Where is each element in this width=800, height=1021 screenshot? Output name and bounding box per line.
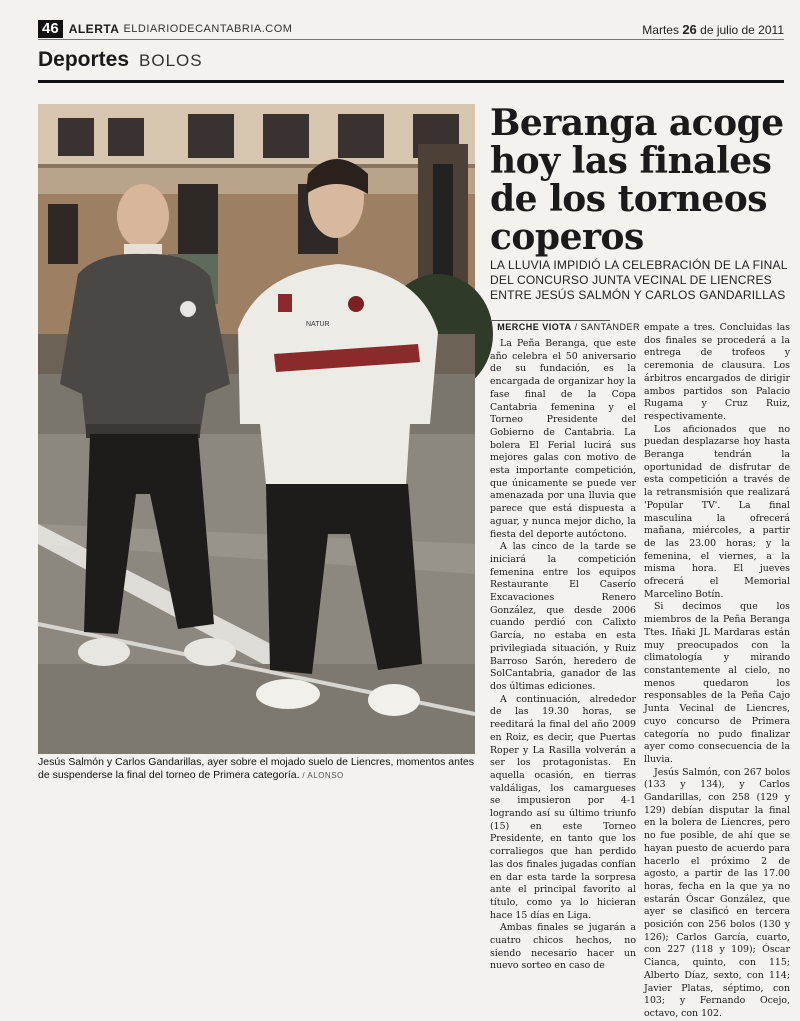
kicker-subsection: BOLOS [139, 51, 203, 70]
article-subheadline: LA LLUVIA IMPIDIÓ LA CELEBRACIÓN DE LA FINAL DEL CONCURSO JUNTA VECINAL DE LIENCRES ENTRE JESÚS SALMÓN Y CARLOS GANDARILLAS [490, 258, 788, 302]
article-headline: Beranga acoge hoy las finales de los torneos coperos [490, 102, 784, 258]
paragraph: Jesús Salmón, con 267 bolos (133 y 134), y Carlos Gandarillas, con 258 (129 y 129) debían disputar la final en la bolera de Liencres, pero no fue posible, de ahí que se hayan puesto de acuerdo para hacerlo el próximo 2 de agosto, a partir de las 17.00 horas, fecha en la que ya no estarán Óscar González, que ayer se clasificó en tercera posición con 256 bolos (130 y 126); Carlos García, cuarto, con 227 (118 y 109); Óscar Cianca, quinto, con 115; Alberto Díaz, sexto, con 114; Javier Platas, séptimo, con 103; y Fernando Ocejo, octavo, con 102. [644, 766, 790, 1019]
article-column-2 [644, 322, 790, 1021]
caption-text: Jesús Salmón y Carlos Gandarillas, ayer sobre el mojado suelo de Liencres, momentos antes de suspenderse la final del torneo de Primera categoría. [38, 756, 474, 781]
byline-place: SANTANDER [580, 322, 640, 332]
shirt-logo: NATUR [306, 321, 330, 328]
byline-author: MERCHE VIOTA [497, 322, 572, 332]
section-kicker [38, 48, 203, 72]
date-day: 26 [682, 21, 697, 37]
photo-credit: / ALONSO [302, 771, 344, 780]
paragraph: Ambas finales se jugarán a cuatro chicos hechos, no siendo necesario hacer un nuevo sorteo en caso de [490, 922, 636, 972]
kicker-section: Deportes [38, 48, 130, 71]
paragraph: A continuación, alrededor de las 19.30 horas, se reeditará la final del año 2009 en Roiz, es decir, que Puertas Roper y La Rasilla volverán a ser los protagonistas. En aquella ocasión, en tierras valdáligas, los camargueses se impusieron por 4-1 logrando así su último triunfo (15) en este Torneo Presidente, en tanto que los corraliegos que han perdido las dos finales jugadas confían en dar esta tarde la sorpresa ante el principal favorito al título, como ya lo hicieran hace 15 días en Liga. [490, 693, 636, 921]
site-url[interactable]: ELDIARIODECANTABRIA.COM [123, 23, 293, 35]
date-month-year: de julio de 2011 [700, 22, 784, 37]
paragraph: Si decimos que los miembros de la Peña Beranga Ttes. Iñaki JL Mardaras están muy preocupados con la climatología y mirando constantemente al cielo, no menos quedaron los responsables de la Peña Cajo Junta Vecinal de Liencres, cuyo concurso de Primera categoría no pudo finalizar ayer como consecuencia de la lluvia. [644, 601, 790, 765]
issue-date [642, 22, 784, 37]
date-weekday: Martes [642, 22, 679, 37]
page-number: 46 [38, 20, 63, 38]
article-column-1 [490, 338, 636, 973]
section-label: ALERTA [68, 22, 120, 36]
page-header [38, 20, 784, 38]
article-byline: MERCHE VIOTA / SANTANDER [497, 322, 640, 332]
article-photo [38, 104, 475, 754]
photo-illustration [38, 104, 475, 754]
paragraph: La Peña Beranga, que este año celebra el 50 aniversario de su fundación, es la encargada de organizar hoy la fase final de la Copa Cantabria femenina y el Torneo Presidente del Gobierno de Cantabria. La bolera El Ferial lucirá sus mejores galas con motivo de esta importante competición, que únicamente se puede ver amenazada por una lluvia que parece que está dispuesta a aguar, y nunca mejor dicho, la fiesta del deporte autóctono. [490, 338, 636, 540]
photo-caption [38, 756, 478, 782]
header-divider [38, 39, 784, 40]
paragraph: empate a tres. Concluidas las dos finales se procederá a la entrega de trofeos y ceremonia de clausura. Los árbitros encargados de dirigir ambos partidos son Palacio Rugama y Cruz Ruiz, respectivamente. [644, 322, 790, 422]
paragraph: A las cinco de la tarde se iniciará la competición femenina entre los equipos Restaurante El Caserío Excavaciones Renero González, que desde 2006 cuando perdió con Calixto García, no estaba en esta privilegiada situación, y Ruiz Barroso Sarón, heredero de SolCantabria, ganador de las dos últimas ediciones. [490, 541, 636, 692]
paragraph: Los aficionados que no puedan desplazarse hoy hasta Beranga tendrán la oportunidad de disfrutar de esta competición a través de la retransmisión que realizará 'Popular TV'. La final masculina la ofrecerá mañana, miércoles, a partir de las 23.00 horas; y la femenina, el viernes, a la misma hora. El jueves ofrecerá el Memorial Marcelino Botín. [644, 423, 790, 600]
kicker-divider [38, 80, 784, 83]
byline-divider [490, 320, 610, 321]
